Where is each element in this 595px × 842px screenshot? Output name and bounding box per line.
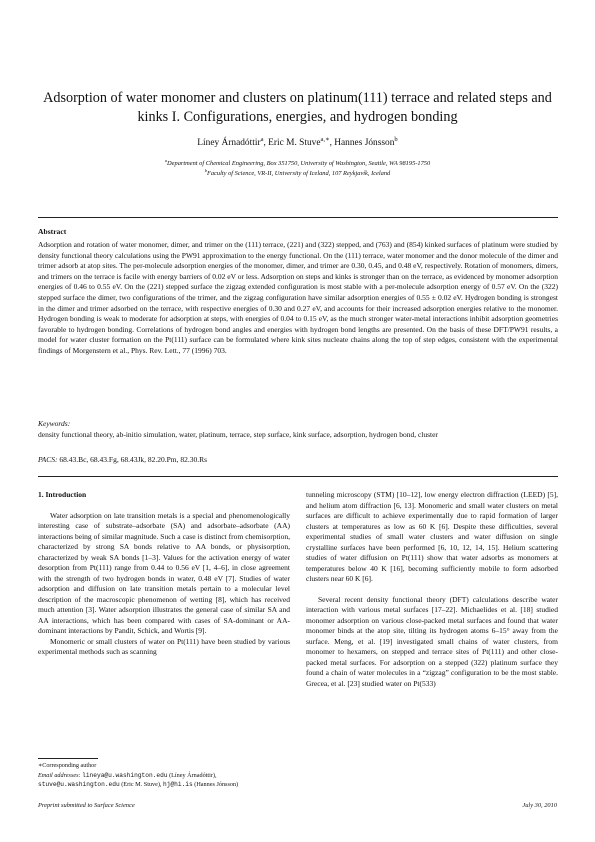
footnote-corresponding: ∗Corresponding author bbox=[38, 762, 97, 769]
pacs-line bbox=[38, 455, 207, 464]
divider bbox=[38, 217, 558, 218]
paragraph: Water adsorption on late transition metals is a special and phenomenologically interesting case of substrate–adsorbate (SA) and adsorbate–adsorbate (AA) interactions being of similar magnitude. Such a case is distinct from chemisorption, characterized by strong SA bonds relative to AA bonds, or physisorption, characterized by weak SA bonds [1–3]. Values for the activation energy of water desorption from Pt(111) range from 0.44 to 0.56 eV [1, 4–6], in close agreement with the strength of two hydrogen bonds in water, 0.48 eV [7]. Studies of water adsorption and diffusion on late transition metals pertain to a molecular level description of the macroscopic phenomenon of wetting [8], which has received much attention [3]. Water adsorption illustrates the general case of similar SA and AA interactions, which has been compared with cases of SA-dominant or AA-dominant interactions by Pandit, Schick, and Wortis [9]. bbox=[38, 510, 290, 635]
email-link[interactable]: stuve@u.washington.edu bbox=[38, 780, 120, 788]
section-heading: 1. Introduction bbox=[38, 490, 87, 499]
author-name: Hannes Jónsson bbox=[334, 138, 395, 148]
author-name: Eric M. Stuve bbox=[268, 138, 321, 148]
email-link[interactable]: hj@hi.is bbox=[163, 780, 193, 788]
abstract-heading: Abstract bbox=[38, 227, 67, 236]
paper-title: Adsorption of water monomer and clusters on platinum(111) terrace and related steps and kinks I. Configurations, energies, and hydrogen bonding bbox=[43, 90, 552, 125]
abstract-text: Adsorption and rotation of water monomer, dimer, and trimer on the (111) terrace, (221) and (322) stepped, and (763) and (854) kinked surfaces of platinum were studied by density functional theory calculations using the PW91 approximation to the energy functional. On the (111) terrace, water monomer and the donor molecule of the dimer and trimer adsorb at atop sites. The per-molecule adsorption energies of the monomer, dimer, and trimer are 0.30, 0.45, and 0.48 eV, respectively. Rotation of monomers, dimers, and trimers on the terrace is facile with energy barriers of 0.02 eV or less. Adsorption on steps and kinks is stronger than on the terrace, as evidenced by monomer adsorption energies of 0.46 to 0.55 eV. On the (221) stepped surface the zigzag extended configuration is most stable with a per-molecule adsorption energy of 0.57 eV. On the (322) stepped surface the dimer, two configurations of the trimer, and the zigzag configuration have similar adsorption energies of 0.55 ± 0.02 eV. Hydrogen bonding is strongest in the dimer and trimer adsorbed on the terrace, with respective energies of 0.30 and 0.27 eV, and accounts for their increased adsorption energies relative to the monomer. Hydrogen bonding is weak to moderate for adsorption at steps, with energies of 0.04 to 0.15 eV, as the much stronger water-metal interactions inhibit adsorption geometries favorable to hydrogen bonding. Correlations of hydrogen bond angles and energies with hydrogen bond lengths are presented. On the basis of these DFT/PW91 results, a model for water cluster formation on the Pt(111) surface can be formulated where kink sites nucleate chains along the top of step edges, consistent with the experimental findings of Morgenstern et al., Phys. Rev. Lett., 77 (1996) 703. bbox=[38, 240, 558, 355]
keywords-text: density functional theory, ab-initio simulation, water, platinum, terrace, step surface, kink surface, adsorption, hydrogen bond, cluster bbox=[38, 430, 438, 439]
author-affiliation-mark: a,∗ bbox=[320, 135, 330, 143]
paragraph: Monomeric or small clusters of water on Pt(111) have been studied by various experimental methods such as scanning bbox=[38, 636, 290, 656]
author-name: Líney Árnadóttir bbox=[197, 138, 261, 148]
author-affiliation-mark: b bbox=[394, 135, 398, 143]
paragraph: tunneling microscopy (STM) [10–12], low energy electron diffraction (LEED) [5], and helium atom diffraction [6, 13]. Monomeric and small water clusters on metal surfaces are difficult to achieve experimentally due to rapid formation of larger clusters at temperatures as low as 60 K [6]. Despite these difficulties, several experimental studies of small water clusters and water diffusion on single crystalline surfaces have been performed [6, 10, 12, 14, 15]. Helium scattering studies of water diffusion on Pt(111) show that water adsorbs as monomers at temperatures below 40 K [16], becoming sufficiently mobile to form adsorbed clusters near 60 K [6]. bbox=[306, 490, 558, 583]
pacs-label: PACS: bbox=[38, 455, 58, 464]
author-affiliation-mark: a bbox=[260, 135, 264, 143]
footnote-emails: Email addresses: lineya@u.washington.edu (Líney Árnadóttir), stuve@u.washington.edu (Eric M. Stuve), hj@hi.is (Hannes Jónsson) bbox=[38, 772, 239, 788]
affiliation: $^a$Department of Chemical Engineering, Box 351750, University of Washington, Seattle, WA 98195-1750 bbox=[164, 157, 431, 167]
footnote-rule bbox=[38, 758, 98, 759]
paragraph: Several recent density functional theory (DFT) calculations describe water interaction with various metal surfaces [17–22]. Michaelides et al. [18] studied monomer adsorption on various close-packed metal surfaces and found that water monomer binds at the atop site, tilting its hydrogen atoms 6–15° away from the surface. Meng, et al. [19] investigated small chains of water clusters, from monomer to hexamers, on stepped and terrace sites of Pt(111) and other close-packed metal surfaces. For adsorption on a stepped (322) platinum surface they found a chain of water molecules in a “zigzag” configuration to be the most stable. Grecea, et al. [23] studied water on Pt(533) bbox=[306, 594, 558, 688]
pacs-codes: 68.43.Bc, 68.43.Fg, 68.43Jk, 82.20.Pm, 82.30.Rs bbox=[59, 455, 208, 464]
affiliation: $^b$Faculty of Science, VR-II, University of Iceland, 107 Reykjavík, Iceland bbox=[204, 167, 391, 177]
column-left bbox=[38, 490, 290, 658]
email-link[interactable]: lineya@u.washington.edu bbox=[82, 772, 168, 779]
keywords-label: Keywords: bbox=[38, 419, 71, 428]
column-right bbox=[306, 490, 558, 689]
divider bbox=[38, 476, 558, 477]
footer-date: July 30, 2010 bbox=[522, 802, 557, 809]
author-list: Líney Árnadóttir$^a$, Eric M. Stuve$^{a,∗}$, Hannes Jónsson$^b$ bbox=[197, 135, 398, 148]
footer-preprint-note: Preprint submitted to Surface Science bbox=[38, 802, 135, 809]
email-label: Email addresses: bbox=[38, 772, 81, 779]
